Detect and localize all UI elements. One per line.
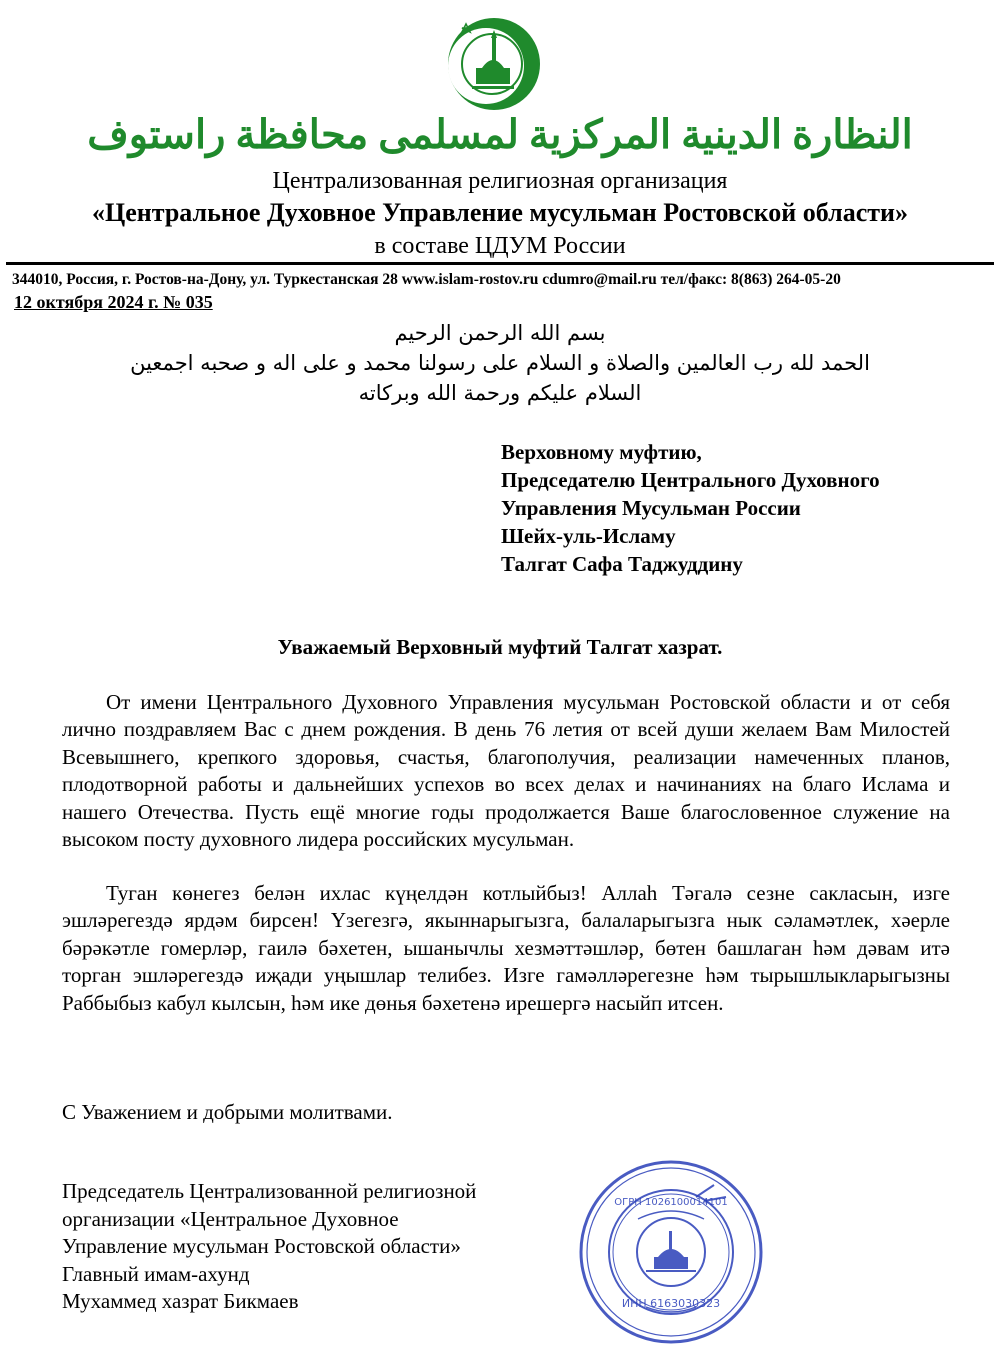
body-paragraph: От имени Центрального Духовного Управления мусульман Ростовской области и от себя лично поздравляем Вас с днем рождения. В день 76 летия от всей души желаем Вам Милостей Всевышнего, крепкого здоровья, счастья, благополучия, реализации намеченных планов, плодотворной работы и дальнейших успехов во всех делах и начинаниях на благо Ислама и нашего Отечества. Пусть ещё многие годы продолжается Ваше благословенное служение на высоком посту духовного лидера российских мусульман. — [62, 690, 950, 852]
signature-line: Управление мусульман Ростовской области» — [62, 1234, 461, 1259]
signature-line: Председатель Централизованной религиозной — [62, 1179, 477, 1203]
organization-type: Централизованная религиозная организация — [272, 168, 728, 194]
organization-logo — [446, 16, 542, 112]
addressee-block — [501, 438, 880, 578]
signature-line: Главный имам-ахунд — [62, 1261, 250, 1286]
stamp-inn: ИНН 6163030323 — [621, 1297, 721, 1310]
header-divider — [6, 262, 994, 265]
arabic-basmala: بسم الله الرحمن الرحيم — [394, 321, 606, 345]
signature-block — [62, 1178, 476, 1316]
arabic-praise: الحمد لله رب العالمين والصلاة و السلام على رسولنا محمد و على اله و صحبه اجمعين — [130, 351, 870, 375]
body-paragraph: Туган көнегез белән ихлас күңелдән котлыйбыз! Аллаһ Тәгалә сезне сакласын, изге эшләрегездә ярдәм бирсен! Үзегезгә, якыннарыгызга, балаларыгызга нык сәламәтлек, хәерле бәрәкәтле гомерләр, гаилә бәхетен, ышанычлы хезмәттәшләр, бөтен башлаган һәм дәвам итә торган эшләрегездә иҗади уңышлар телибез. Изге гамәлләрегезне һәм тырышлыкларыгызны Раббыбыз кабул кылсын, һәм ике дөнья бәхетенә ирешергә насыйп итсен. — [62, 881, 950, 1015]
organization-name: «Центральное Духовное Управление мусульман Ростовской области» — [91, 198, 909, 227]
official-stamp — [576, 1157, 766, 1347]
official-seal-stamp-icon — [576, 1157, 766, 1347]
stamp-ogrn: ОГРН 1026100014101 — [614, 1197, 728, 1208]
arabic-greeting: السلام عليكم ورحمة الله وبركاته — [358, 381, 642, 405]
contact-line: 344010, Россия, г. Ростов-на-Дону, ул. Туркестанская 28 www.islam-rostov.ru cdumro@mail.ru тел/факс: 8(863) 264-05-20 — [12, 271, 841, 288]
signature-line: Мухаммед хазрат Бикмаев — [62, 1289, 299, 1314]
addressee-line: Шейх-уль-Исламу — [501, 524, 676, 548]
addressee-line: Верховному муфтию, — [501, 440, 702, 464]
addressee-line: Управления Мусульман России — [501, 496, 801, 520]
crescent-mosque-logo-icon — [446, 16, 542, 112]
arabic-title: النظارة الدينية المركزية لمسلمى محافظة راستوف — [87, 112, 913, 157]
closing-line: С Уважением и добрыми молитвами. — [62, 1100, 393, 1124]
organization-affiliation: в составе ЦДУМ России — [374, 233, 626, 259]
salutation: Уважаемый Верховный муфтий Талгат хазрат. — [277, 635, 723, 659]
addressee-line: Председателю Центрального Духовного — [501, 468, 880, 492]
document-date-number: 12 октября 2024 г. № 035 — [14, 292, 213, 312]
signature-line: организации «Центральное Духовное — [62, 1206, 399, 1231]
addressee-line: Талгат Сафа Таджуддину — [501, 552, 743, 576]
